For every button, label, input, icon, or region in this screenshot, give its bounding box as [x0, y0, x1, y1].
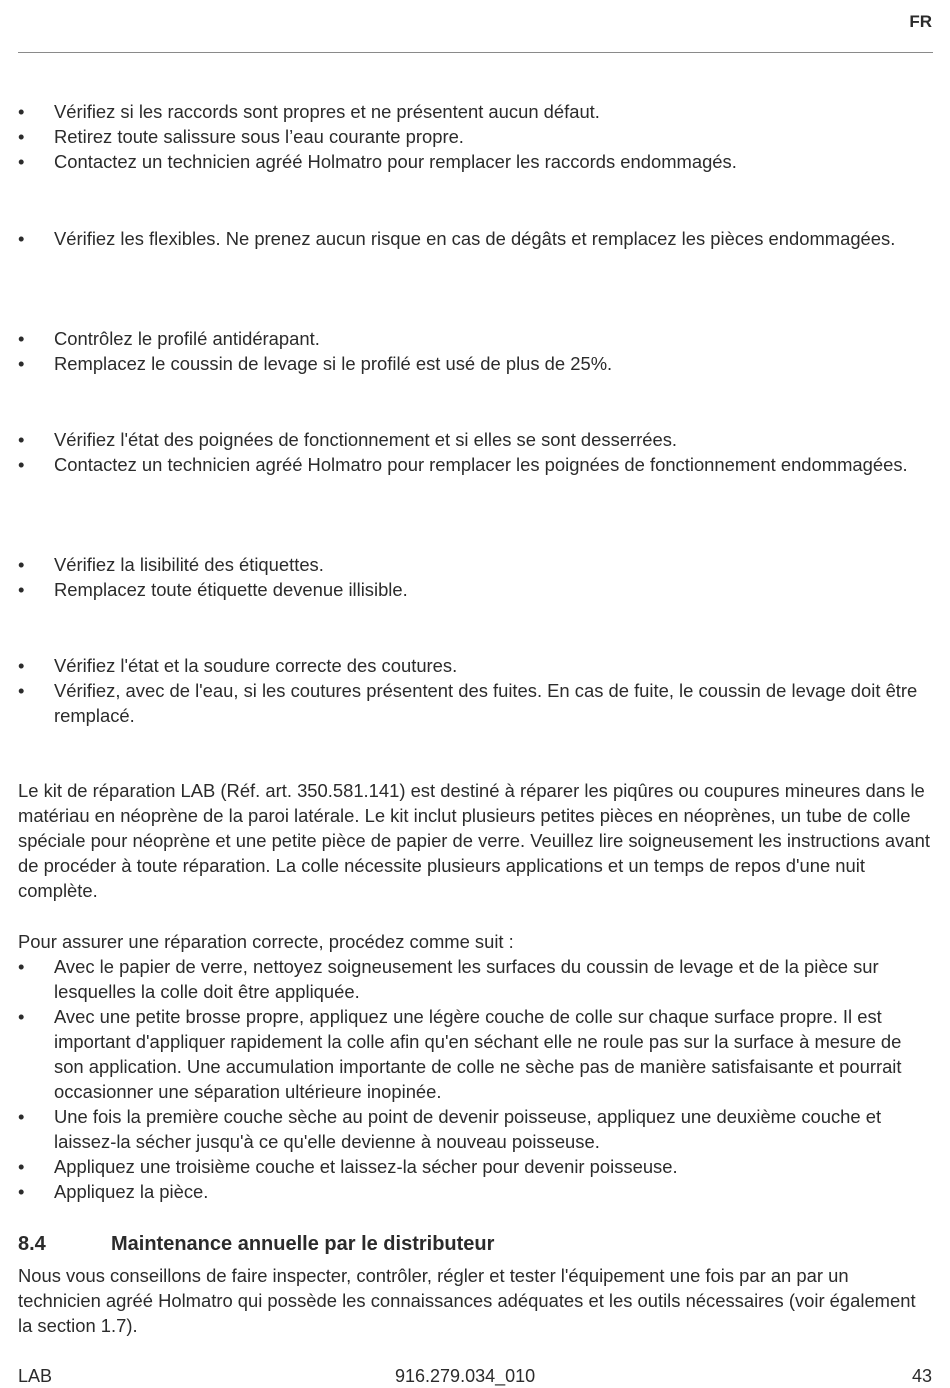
bullet: • [18, 1006, 25, 1027]
bullet: • [18, 228, 25, 249]
list-item: • Contrôlez le profilé antidérapant. [18, 328, 320, 349]
list-item: • Contactez un technicien agréé Holmatro pour remplacer les poignées de fonctionnement endommagées. [18, 454, 908, 475]
list-item: • Contactez un technicien agréé Holmatro pour remplacer les raccords endommagés. [18, 151, 737, 172]
list-item: • Remplacez toute étiquette devenue illisible. [18, 579, 408, 600]
list-item: • Vérifiez la lisibilité des étiquettes. [18, 554, 324, 575]
footer-document-number: 916.279.034_010 [395, 1366, 536, 1386]
antislip-check-list [18, 326, 933, 376]
page-number: 43 [911, 1366, 932, 1386]
bullet: • [18, 151, 25, 172]
bullet: • [18, 1181, 25, 1202]
list-item: • Remplacez le coussin de levage si le profilé est usé de plus de 25%. [18, 353, 613, 374]
list-item: • Vérifiez si les raccords sont propres et ne présentent aucun défaut. [18, 101, 600, 122]
repair-kit-paragraph: Le kit de réparation LAB (Réf. art. 350.581.141) est destiné à réparer les piqûres ou coupures mineures dans le matériau en néoprène de la paroi latérale. Le kit inclut plusieurs petites pièces en néoprènes, un tube de colle spéciale pour néoprène et une petite pièce de papier de verre. Veuillez lire soigneusement les instructions avant de procéder à toute réparation. La colle nécessite plusieurs applications et un temps de repos d'une nuit complète. [18, 780, 930, 901]
couplings-check-list [18, 99, 933, 174]
list-item: • Vérifiez l'état des poignées de fonctionnement et si elles se sont desserrées. [18, 429, 678, 450]
bullet: • [18, 328, 25, 349]
section-title: Maintenance annuelle par le distributeur [111, 1233, 495, 1255]
bullet: • [18, 1156, 25, 1177]
bullet: • [18, 101, 25, 122]
bullet: • [18, 126, 25, 147]
header-divider [18, 52, 933, 53]
repair-procedure-list [18, 954, 933, 1204]
hoses-check-list [18, 226, 933, 251]
bullet: • [18, 1106, 25, 1127]
bullet: • [18, 353, 25, 374]
bullet: • [18, 956, 25, 977]
list-item: • Avec une petite brosse propre, appliquez une légère couche de colle sur chaque surface propre. Il est important d'appliquer rapidement la colle afin qu'en séchant elle ne roule pas sur la surface à mesure de son application. Une accumulation importante de colle ne sèche pas de manière satisfaisante et pourrait occasionner une séparation ultérieure inopinée. [18, 1006, 902, 1102]
bullet: • [18, 579, 25, 600]
list-item: • Vérifiez, avec de l'eau, si les coutures présentent des fuites. En cas de fuite, le coussin de levage doit être remplacé. [18, 680, 918, 726]
list-item: • Une fois la première couche sèche au point de devenir poisseuse, appliquez une deuxième couche et laissez-la sécher jusqu'à ce qu'elle devienne à nouveau poisseuse. [18, 1106, 882, 1152]
language-code: FR [909, 12, 932, 31]
bullet: • [18, 554, 25, 575]
list-item: • Retirez toute salissure sous l’eau courante propre. [18, 126, 464, 147]
list-item: • Vérifiez l'état et la soudure correcte des coutures. [18, 655, 458, 676]
seams-check-list [18, 653, 933, 728]
footer-product: LAB [18, 1366, 53, 1386]
section-body: Nous vous conseillons de faire inspecter, contrôler, régler et tester l'équipement une fois par an par un technicien agréé Holmatro qui possède les connaissances adéquates et les outils nécessaires (voir également la section 1.7). [18, 1265, 916, 1336]
bullet: • [18, 429, 25, 450]
labels-check-list [18, 552, 933, 602]
list-item: • Avec le papier de verre, nettoyez soigneusement les surfaces du coussin de levage et de la pièce sur lesquelles la colle doit être appliquée. [18, 956, 879, 1002]
bullet: • [18, 680, 25, 701]
procedure-intro: Pour assurer une réparation correcte, procédez comme suit : [18, 931, 514, 952]
bullet: • [18, 454, 25, 475]
list-item: • Vérifiez les flexibles. Ne prenez aucun risque en cas de dégâts et remplacez les pièces endommagées. [18, 228, 896, 249]
handles-check-list [18, 427, 933, 477]
bullet: • [18, 655, 25, 676]
list-item: • Appliquez la pièce. [18, 1181, 209, 1202]
section-number: 8.4 [18, 1233, 46, 1255]
list-item: • Appliquez une troisième couche et laissez-la sécher pour devenir poisseuse. [18, 1156, 678, 1177]
